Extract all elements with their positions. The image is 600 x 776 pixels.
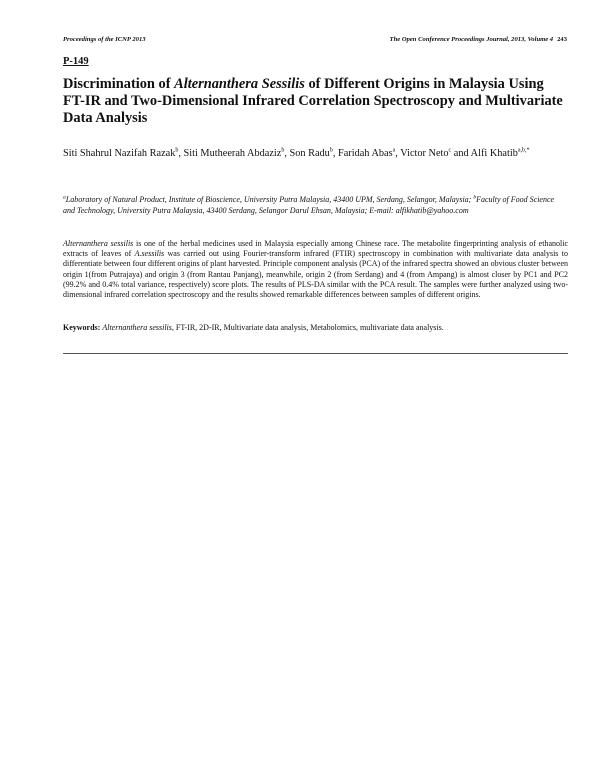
affiliation-a: Laboratory of Natural Product, Institute of Bioscience, University Putra Malaysia, 43400 UPM, Serdang, Selangor, Malaysia; (65, 195, 474, 204)
author (400, 148, 470, 159)
header-proceedings-title: Proceedings of the ICNP 2013 (63, 36, 146, 43)
author-name: Alfi Khatib (470, 148, 518, 159)
abstract-species-lead: Alternanthera sessilis (63, 239, 134, 248)
author-affiliation-mark: c (448, 147, 452, 154)
header-journal-name: The Open Conference Proceedings Journal, 2013, Volume 4 (389, 36, 554, 43)
section-divider (63, 353, 568, 354)
keywords (63, 323, 568, 333)
affiliation-mark-a: a (63, 194, 66, 201)
paper-id: P-149 (63, 56, 89, 67)
author-name: Son Radu (289, 148, 330, 159)
header-journal-info (390, 36, 567, 43)
author (63, 148, 184, 159)
author-name: Faridah Abas (338, 148, 393, 159)
affiliations (63, 194, 568, 216)
author-affiliation-mark: b (175, 147, 179, 154)
author-affiliation-mark: a,b,* (517, 147, 530, 154)
author (290, 148, 339, 159)
affiliation-b: Faculty of Food Science and Technology, University Putra Malaysia, 43400 Serdang, Selangor Darul Ehsan, Malaysia; E-mail: alfikhatib@yahoo.com (63, 195, 555, 215)
abstract-species-abbrev: A.sessilis (134, 249, 165, 259)
author-list (63, 146, 568, 161)
author (338, 148, 400, 159)
author-name: Siti Shahrul Nazifah Razak (63, 148, 176, 159)
keywords-label: Keywords: (63, 323, 101, 332)
keywords-first: Alternanthera sessilis (102, 323, 172, 332)
author-affiliation-mark: a (392, 147, 396, 154)
article-title (63, 76, 568, 127)
author-name: Siti Mutheerah Abdaziz (183, 148, 282, 159)
abstract-text-1: is one of the herbal medicines used in Malaysia especially among Chinese race. The metabolite fingerprinting analysis of ethanolic extracts of leaves of (63, 239, 568, 259)
author-affiliation-mark: b (329, 147, 333, 154)
title-part-1: Discrimination of (63, 76, 175, 92)
abstract (63, 239, 568, 300)
author-affiliation-mark: b (281, 147, 285, 154)
keywords-rest: , FT-IR, 2D-IR, Multivariate data analysis, Metabolomics, multivariate data analysis. (171, 323, 444, 332)
author-separator: and (451, 148, 471, 159)
title-species: Alternanthera Sessilis (174, 76, 305, 92)
author (184, 148, 290, 159)
header-page-number: 243 (557, 36, 567, 43)
title-part-2: of Different Origins in Malaysia Using FT-IR and Two-Dimensional Infrared Correlation Spectroscopy and Multivariate Data Analysis (63, 76, 563, 126)
author (471, 148, 530, 159)
affiliation-mark-b: b (473, 194, 477, 201)
author-separator: , (178, 148, 184, 159)
author-name: Victor Neto (400, 148, 449, 159)
author-separator: , (284, 148, 290, 159)
author-separator: , (395, 148, 401, 159)
author-separator: , (332, 148, 338, 159)
abstract-text-2: was carried out using Fourier-transform infrared (FTIR) spectroscopy in combination with multivariate data analysis to differentiate between four different origins of plant harvested. Principle component analysis (PCA) of the infrared spectra showed an obvious cluster between origin 1(from Putrajaya) and origin 3 (from Rantau Panjang), meanwhile, origin 2 (from Serdang) and 4 (from Ampang) is almost closer by PC1 and PC2 (99.2% and 0.4% total variance, respectively) score plots. The results of PLS-DA similar with the PCA result. The samples were further analyzed using two-dimensional infrared correlation spectroscopy and the results showed remarkable differences between samples of different origins. (63, 249, 568, 300)
